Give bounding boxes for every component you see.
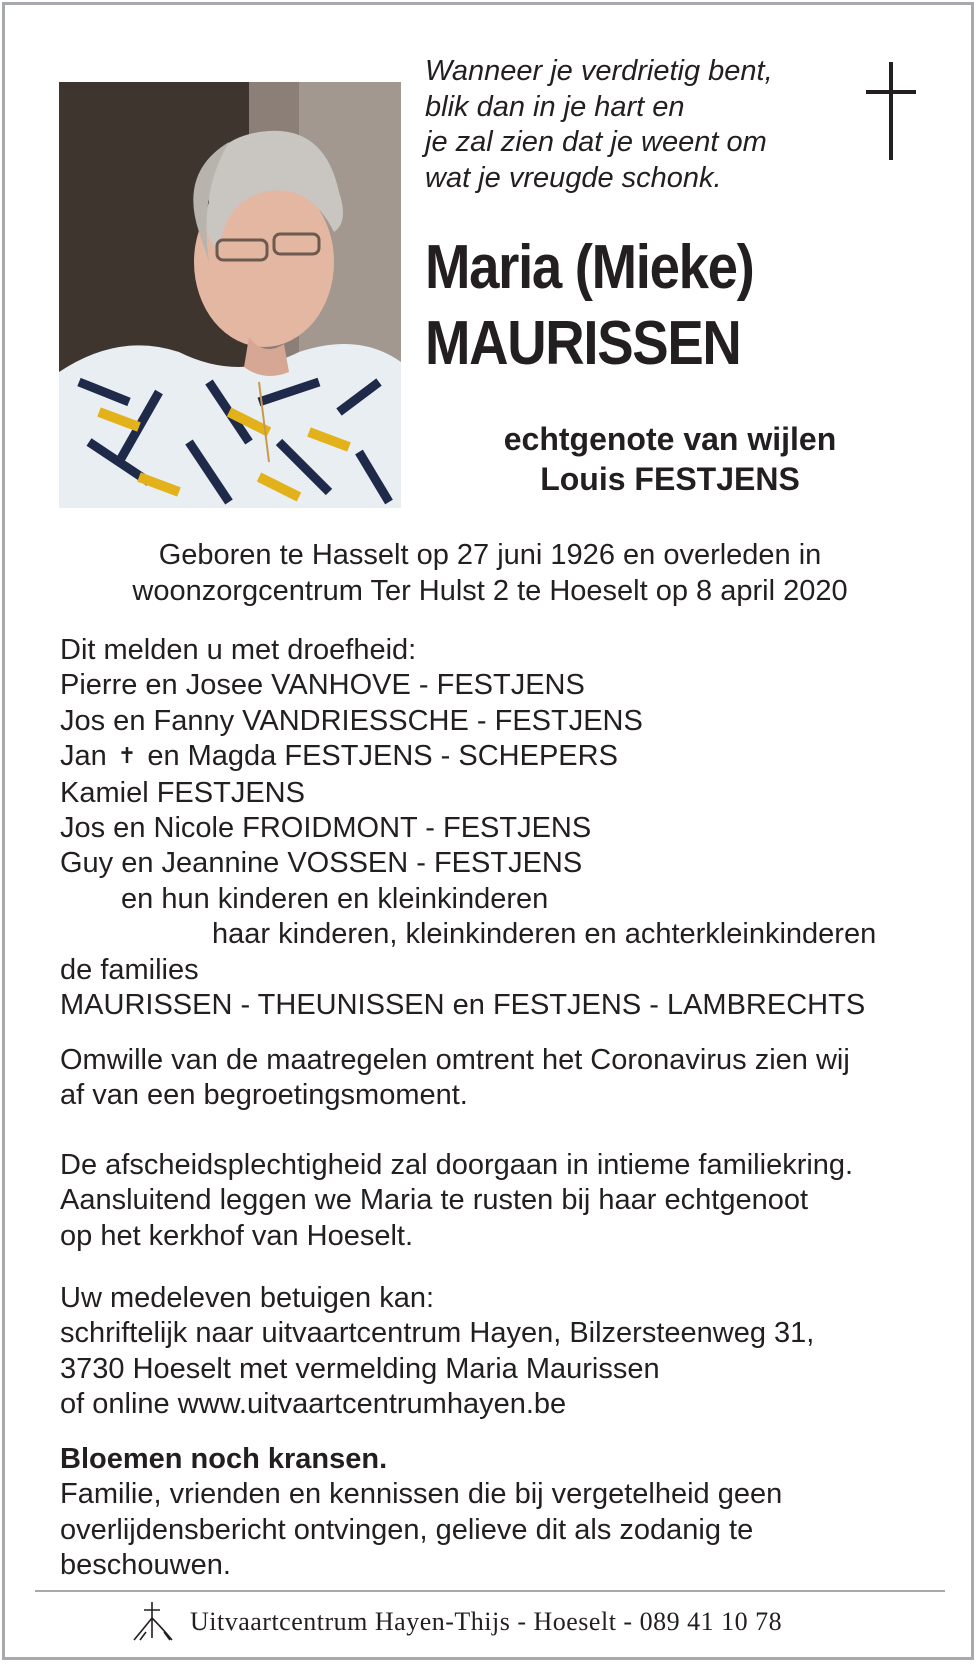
corona-notice xyxy=(60,1043,940,1114)
birth-death-info xyxy=(60,538,920,609)
deceased-last-name: MAURISSEN xyxy=(425,309,741,378)
family-line: Jos en Fanny VANDRIESSCHE - FESTJENS xyxy=(60,704,643,737)
family-line: Kamiel FESTJENS xyxy=(60,776,305,809)
deceased-cross-icon: ✝ xyxy=(117,743,137,769)
deceased-name xyxy=(425,230,883,382)
footer-text: Uitvaartcentrum Hayen-Thijs - Hoeselt - 089 41 10 78 xyxy=(190,1607,783,1636)
family-line: en hun kinderen en kleinkinderen xyxy=(121,882,549,915)
spouse-line: echtgenote van wijlen xyxy=(503,421,837,457)
family-name-part: Jan xyxy=(60,740,107,773)
family-line: Pierre en Josee VANHOVE - FESTJENS xyxy=(60,669,585,702)
birth-line: Geboren te Hasselt op 27 juni 1926 en overleden in xyxy=(158,539,822,571)
condolences-line: Uw medeleven betuigen kan: xyxy=(60,1282,435,1314)
poem-line: je zal zien dat je weent om xyxy=(425,126,767,158)
ceremony-notice xyxy=(60,1148,940,1254)
condolences-line: of online www.uitvaartcentrumhayen.be xyxy=(60,1388,567,1421)
funeral-home-logo-icon xyxy=(130,1598,176,1644)
condolences-info xyxy=(60,1281,940,1423)
spouse-info xyxy=(420,419,920,499)
ceremony-line: De afscheidsplechtigheid zal doorgaan in intieme familiekring. xyxy=(60,1149,854,1181)
family-line xyxy=(60,739,940,775)
ceremony-line: Aansluitend leggen we Maria te rusten bij haar echtgenoot xyxy=(60,1184,809,1217)
family-line: MAURISSEN - THEUNISSEN en FESTJENS - LAMBRECHTS xyxy=(60,989,866,1022)
family-intro: Dit melden u met droefheid: xyxy=(60,634,417,666)
family-name-part: en Magda FESTJENS - SCHEPERS xyxy=(147,740,618,773)
poem xyxy=(425,54,825,196)
family-list xyxy=(60,633,940,1023)
family-line: de families xyxy=(60,953,199,986)
cross-icon xyxy=(860,62,920,160)
flowers-title: Bloemen noch kransen. xyxy=(60,1443,388,1475)
corona-line: af van een begroetingsmoment. xyxy=(60,1079,468,1112)
spouse-name: Louis FESTJENS xyxy=(540,461,800,497)
footer-divider xyxy=(35,1590,945,1592)
deceased-first-name: Maria (Mieke) xyxy=(425,233,754,302)
condolences-line: 3730 Hoeselt met vermelding Maria Maurissen xyxy=(60,1352,660,1385)
condolences-line: schriftelijk naar uitvaartcentrum Hayen, Bilzersteenweg 31, xyxy=(60,1317,815,1350)
portrait-photo xyxy=(59,82,401,508)
flowers-notice xyxy=(60,1442,940,1584)
flowers-line: beschouwen. xyxy=(60,1549,231,1582)
family-line: haar kinderen, kleinkinderen en achterkleinkinderen xyxy=(212,918,877,951)
flowers-line: overlijdensbericht ontvingen, gelieve dit als zodanig te xyxy=(60,1513,754,1546)
poem-line: Wanneer je verdrietig bent, xyxy=(425,55,773,87)
poem-line: wat je vreugde schonk. xyxy=(425,161,722,194)
death-line: woonzorgcentrum Ter Hulst 2 te Hoeselt op 8 april 2020 xyxy=(132,574,848,607)
family-line: Guy en Jeannine VOSSEN - FESTJENS xyxy=(60,847,583,880)
flowers-line: Familie, vrienden en kennissen die bij vergetelheid geen xyxy=(60,1478,783,1511)
ceremony-line: op het kerkhof van Hoeselt. xyxy=(60,1219,414,1252)
corona-line: Omwille van de maatregelen omtrent het Coronavirus zien wij xyxy=(60,1044,850,1076)
family-line: Jos en Nicole FROIDMONT - FESTJENS xyxy=(60,812,592,845)
poem-line: blik dan in je hart en xyxy=(425,90,685,123)
